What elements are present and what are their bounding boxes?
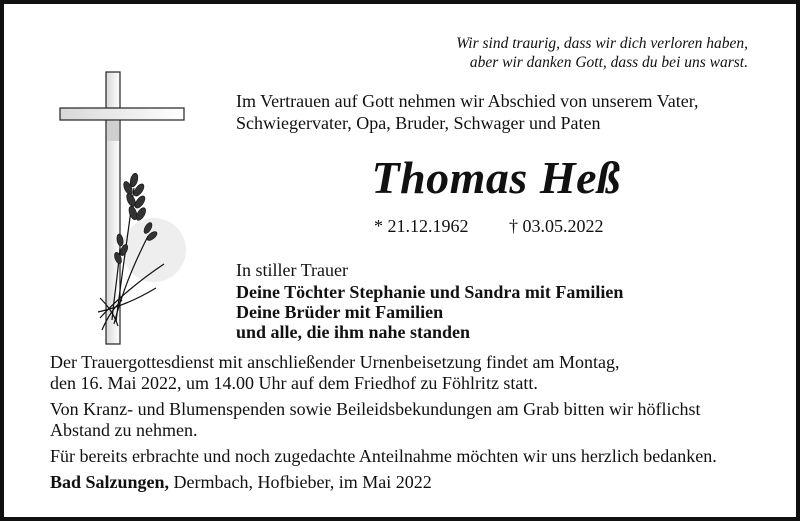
signature-rest: Dermbach, Hofbieber, im Mai 2022: [169, 472, 432, 492]
mourner-line: und alle, die ihm nahe standen: [236, 322, 471, 342]
service-line-1: Der Trauergottesdienst mit anschließender Urnenbeisetzung findet am Montag,: [50, 352, 620, 372]
donations-line-2: Abstand zu nehmen.: [50, 420, 198, 440]
cross-with-wheat-icon: [56, 68, 196, 348]
mourner-line: Deine Brüder mit Familien: [236, 302, 444, 322]
signature-line: [50, 472, 770, 493]
signature-place: Bad Salzungen,: [50, 472, 170, 492]
mourner-line: Deine Töchter Stephanie und Sandra mit Familien: [236, 282, 624, 302]
intro-line-2: Schwiegervater, Opa, Bruder, Schwager und Paten: [236, 113, 601, 133]
donations-paragraph: [50, 399, 770, 441]
birth-date: * 21.12.1962: [374, 216, 469, 236]
service-paragraph: [50, 352, 770, 394]
service-line-2: den 16. Mai 2022, um 14.00 Uhr auf dem Friedhof zu Föhlritz statt.: [50, 373, 538, 393]
intro-text: [236, 90, 776, 134]
motto-line-2: aber wir danken Gott, dass du bei uns warst.: [469, 54, 748, 71]
intro-line-1: Im Vertrauen auf Gott nehmen wir Abschied von unserem Vater,: [236, 91, 699, 111]
death-date: † 03.05.2022: [509, 216, 604, 236]
mourning-intro: In stiller Trauer: [236, 260, 348, 280]
mourners-list: [236, 282, 756, 342]
thanks-paragraph: Für bereits erbrachte und noch zugedachte Anteilnahme möchten wir uns herzlich bedanken.: [50, 446, 717, 466]
motto-quote: [388, 34, 748, 72]
notice-body: [50, 352, 770, 498]
life-dates: [374, 215, 674, 237]
deceased-name: Thomas Heß: [371, 152, 621, 203]
motto-line-1: Wir sind traurig, dass wir dich verloren haben,: [456, 35, 748, 52]
donations-line-1: Von Kranz- und Blumenspenden sowie Beileidsbekundungen am Grab bitten wir höflichst: [50, 399, 701, 419]
